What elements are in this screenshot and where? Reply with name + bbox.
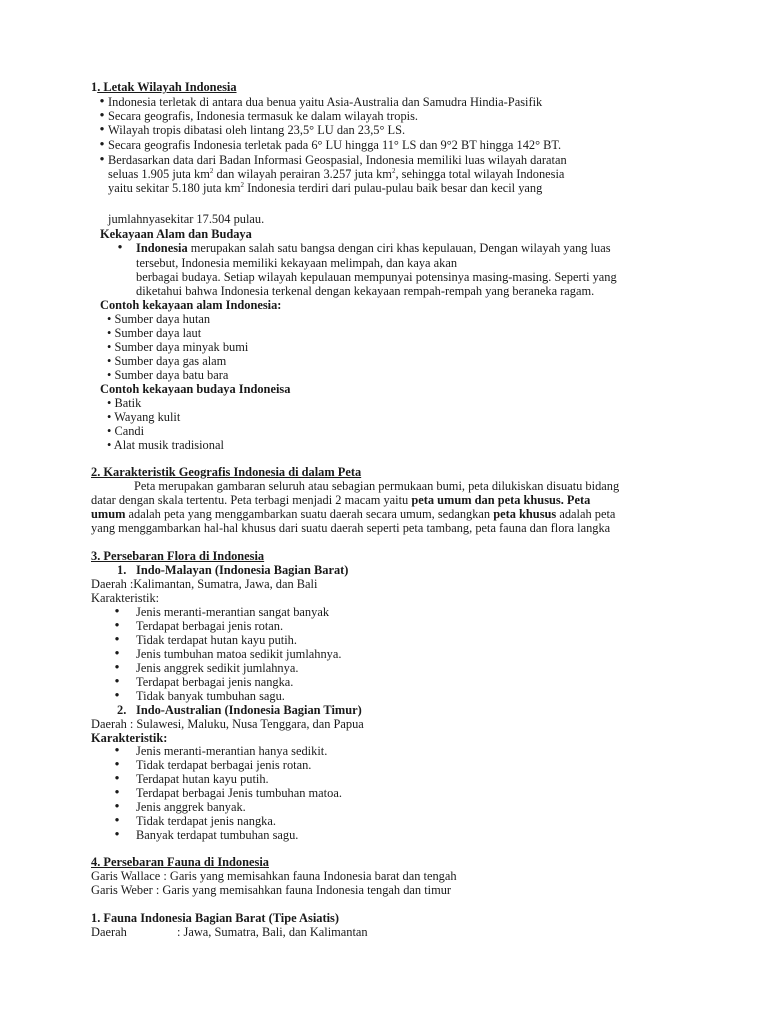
bullet-icon: ● xyxy=(114,676,120,685)
list-item: Banyak terdapat tumbuhan sagu. xyxy=(136,828,299,842)
list-item: Terdapat hutan kayu putih. xyxy=(136,772,269,786)
text-segment: yaitu sekitar 5.180 juta km xyxy=(108,181,241,195)
s1-point-1: Indonesia terletak di antara dua benua yaitu Asia-Australia dan Samudra Hindia-Pasifik xyxy=(108,95,543,109)
section-1-title: . Letak Wilayah Indonesia xyxy=(97,80,237,94)
bold-segment: umum xyxy=(91,507,126,521)
s1-point-5-line-2 xyxy=(108,167,564,181)
list-item: Jenis meranti-merantian hanya sedikit. xyxy=(136,744,328,758)
section-1-number: 1 xyxy=(91,80,98,94)
text-segment: merupakan salah satu bangsa dengan ciri khas kepulauan, Dengan wilayah yang luas xyxy=(187,241,611,255)
bullet-icon: ● xyxy=(117,242,123,251)
bullet-icon: ● xyxy=(99,139,105,148)
item-text: Alat musik tradisional xyxy=(113,438,224,452)
bullet-icon: • xyxy=(107,354,112,368)
list-item: Tidak terdapat hutan kayu putih. xyxy=(136,633,297,647)
fauna-barat-daerah-label: Daerah xyxy=(91,925,127,939)
s2-line-3 xyxy=(91,507,615,521)
flora-a-daerah: Daerah :Kalimantan, Sumatra, Jawa, dan Bali xyxy=(91,577,318,591)
flora-b-daerah: Daerah : Sulawesi, Maluku, Nusa Tenggara, dan Papua xyxy=(91,717,364,731)
bullet-icon: ● xyxy=(114,801,120,810)
list-item: Tidak terdapat berbagai jenis rotan. xyxy=(136,758,312,772)
bullet-icon: ● xyxy=(99,154,105,163)
list-item xyxy=(107,312,210,326)
bullet-icon: ● xyxy=(99,124,105,133)
budaya-heading: Contoh kekayaan budaya Indoneisa xyxy=(100,382,291,396)
list-item: Tidak banyak tumbuhan sagu. xyxy=(136,689,285,703)
flora-a-number: 1. xyxy=(117,563,127,577)
bullet-icon: ● xyxy=(99,96,105,105)
kekayaan-line-2: tersebut, Indonesia memiliki kekayaan melimpah, dan kaya akan xyxy=(136,256,458,270)
item-text: Wayang kulit xyxy=(114,410,181,424)
s1-point-5-line-3 xyxy=(108,181,542,195)
text-segment: dan wilayah perairan 3.257 juta km xyxy=(213,167,392,181)
bullet-icon: • xyxy=(107,410,112,424)
section-4-heading: 4. Persebaran Fauna di Indonesia xyxy=(91,855,269,869)
item-text: Batik xyxy=(114,396,142,410)
text-segment: , sehingga total wilayah Indonesia xyxy=(395,167,565,181)
bullet-icon: • xyxy=(107,326,112,340)
item-text: Candi xyxy=(114,424,145,438)
item-text: Sumber daya batu bara xyxy=(114,368,229,382)
list-item xyxy=(107,424,144,438)
bullet-icon: ● xyxy=(114,620,120,629)
item-text: Sumber daya minyak bumi xyxy=(114,340,249,354)
bullet-icon: ● xyxy=(114,829,120,838)
item-text: Sumber daya laut xyxy=(114,326,202,340)
section-1-heading xyxy=(91,80,237,94)
list-item xyxy=(107,368,228,382)
list-item xyxy=(107,354,226,368)
bold-segment: peta khusus xyxy=(493,507,557,521)
s1-point-5-line-1: Berdasarkan data dari Badan Informasi Geospasial, Indonesia memiliki luas wilayah daratan xyxy=(108,153,567,167)
text-segment: Indonesia terdiri dari pulau-pulau baik besar dan kecil yang xyxy=(244,181,543,195)
list-item: Jenis anggrek banyak. xyxy=(136,800,246,814)
bullet-icon: ● xyxy=(114,759,120,768)
bullet-icon: • xyxy=(107,396,112,410)
garis-wallace: Garis Wallace : Garis yang memisahkan fauna Indonesia barat dan tengah xyxy=(91,869,457,883)
bullet-icon: • xyxy=(107,368,112,382)
bullet-icon: ● xyxy=(114,815,120,824)
bullet-icon: ● xyxy=(114,606,120,615)
bullet-icon: ● xyxy=(114,634,120,643)
text-segment: seluas 1.905 juta km xyxy=(108,167,210,181)
bullet-icon: • xyxy=(107,438,112,452)
flora-b-title: Indo-Australian (Indonesia Bagian Timur) xyxy=(136,703,362,717)
s1-point-4: Secara geografis Indonesia terletak pada 6° LU hingga 11° LS dan 9°2 BT hingga 142° BT. xyxy=(108,138,562,152)
text-segment: adalah peta yang menggambarkan suatu daerah secara umum, sedangkan xyxy=(125,507,494,521)
kekayaan-line-1 xyxy=(136,241,611,255)
bullet-icon: ● xyxy=(114,662,120,671)
bullet-icon: • xyxy=(107,424,112,438)
list-item: Jenis meranti-merantian sangat banyak xyxy=(136,605,330,619)
list-item: Terdapat berbagai jenis rotan. xyxy=(136,619,284,633)
flora-b-karakteristik: Karakteristik: xyxy=(91,731,168,745)
s2-line-4: yang menggambarkan hal-hal khusus dari suatu daerah seperti peta tambang, peta fauna dan flora langka xyxy=(91,521,611,535)
fauna-barat-heading: 1. Fauna Indonesia Bagian Barat (Tipe Asiatis) xyxy=(91,911,339,925)
list-item xyxy=(107,326,201,340)
list-item xyxy=(107,396,141,410)
list-item: Terdapat berbagai Jenis tumbuhan matoa. xyxy=(136,786,342,800)
section-2-heading: 2. Karakteristik Geografis Indonesia di dalam Peta xyxy=(91,465,362,479)
bold-segment: peta umum dan peta khusus. Peta xyxy=(411,493,591,507)
text-segment: adalah peta xyxy=(556,507,616,521)
flora-a-karakteristik: Karakteristik: xyxy=(91,591,160,605)
bullet-icon: • xyxy=(107,312,112,326)
s1-point-3: Wilayah tropis dibatasi oleh lintang 23,5° LU dan 23,5° LS. xyxy=(108,123,406,137)
bullet-icon: ● xyxy=(114,773,120,782)
list-item: Tidak terdapat jenis nangka. xyxy=(136,814,276,828)
superscript: 2 xyxy=(209,166,214,175)
item-text: Sumber daya hutan xyxy=(114,312,211,326)
bullet-icon: • xyxy=(107,340,112,354)
s2-line-2 xyxy=(91,493,590,507)
section-3-heading: 3. Persebaran Flora di Indonesia xyxy=(91,549,265,563)
list-item xyxy=(107,410,180,424)
alam-heading: Contoh kekayaan alam Indonesia: xyxy=(100,298,282,312)
list-item xyxy=(107,438,224,452)
kekayaan-heading: Kekayaan Alam dan Budaya xyxy=(100,227,252,241)
kekayaan-line-4: diketahui bahwa Indonesia terkenal dengan kekayaan rempah-rempah yang beraneka ragam. xyxy=(136,284,595,298)
superscript: 2 xyxy=(240,180,244,189)
fauna-barat-daerah-value: : Jawa, Sumatra, Bali, dan Kalimantan xyxy=(177,925,368,939)
superscript: 2 xyxy=(391,166,396,175)
bold-word: Indonesia xyxy=(136,241,188,255)
flora-b-number: 2. xyxy=(117,703,127,717)
s1-point-5-line-4: jumlahnyasekitar 17.504 pulau. xyxy=(108,212,265,226)
bullet-icon: ● xyxy=(114,690,120,699)
flora-a-title: Indo-Malayan (Indonesia Bagian Barat) xyxy=(136,563,349,577)
list-item xyxy=(107,340,248,354)
s1-point-2: Secara geografis, Indonesia termasuk ke dalam wilayah tropis. xyxy=(108,109,419,123)
list-item: Terdapat berbagai jenis nangka. xyxy=(136,675,294,689)
list-item: Jenis anggrek sedikit jumlahnya. xyxy=(136,661,299,675)
bullet-icon: ● xyxy=(114,745,120,754)
text-segment: datar dengan skala tertentu. Peta terbagi menjadi 2 macam yaitu xyxy=(91,493,412,507)
garis-weber: Garis Weber : Garis yang memisahkan fauna Indonesia tengah dan timur xyxy=(91,883,452,897)
bullet-icon: ● xyxy=(114,648,120,657)
list-item: Jenis tumbuhan matoa sedikit jumlahnya. xyxy=(136,647,342,661)
item-text: Sumber daya gas alam xyxy=(114,354,227,368)
kekayaan-line-3: berbagai budaya. Setiap wilayah kepulauan mempunyai potensinya masing-masing. Seperti yang xyxy=(136,270,617,284)
bullet-icon: ● xyxy=(99,110,105,119)
bullet-icon: ● xyxy=(114,787,120,796)
s2-line-1: Peta merupakan gambaran seluruh atau sebagian permukaan bumi, peta dilukiskan disuatu bidang xyxy=(134,479,620,493)
